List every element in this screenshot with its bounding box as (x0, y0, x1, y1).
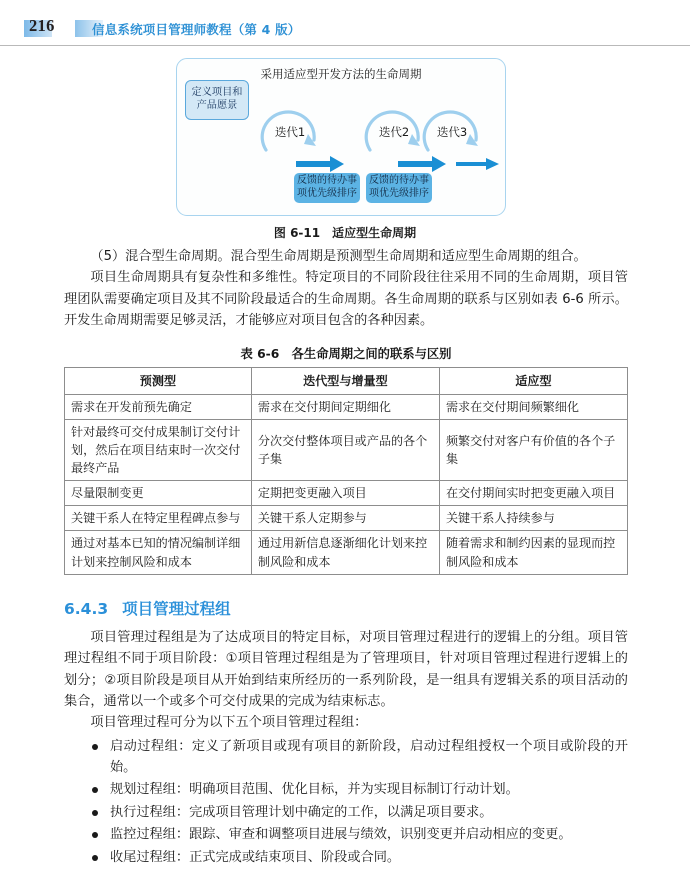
list-item (92, 802, 628, 823)
table-cell: 随着需求和制约因素的显现而控制风险和成本 (439, 531, 627, 574)
list-item-text: 启动过程组：定义了新项目或现有项目的新阶段，启动过程组授权一个项目或阶段的开始。 (110, 738, 628, 776)
list-item-text: 监控过程组：跟踪、审查和调整项目进展与绩效，识别变更并启动相应的变更。 (110, 827, 572, 843)
table-row (65, 531, 628, 574)
list-item-text: 执行过程组：完成项目管理计划中确定的工作，以满足项目要求。 (110, 804, 493, 820)
section-heading (64, 597, 628, 619)
table-header-adaptive: 适应型 (439, 367, 627, 394)
paragraph-hybrid-lifecycle: （5）混合型生命周期。混合型生命周期是预测型生命周期和适应型生命周期的组合。 (90, 249, 587, 264)
page-content (64, 246, 628, 869)
lifecycle-comparison-table (64, 367, 628, 575)
table-row (65, 419, 628, 480)
process-group-list (64, 736, 628, 868)
figure-adaptive-lifecycle (176, 58, 506, 216)
table-cell: 需求在交付期间频繁细化 (439, 394, 627, 419)
vision-box-line2: 产品愿景 (196, 100, 238, 111)
iteration-group-3 (414, 98, 490, 160)
table-cell: 尽量限制变更 (65, 481, 252, 506)
table-cell: 频繁交付对客户有价值的各个子集 (439, 419, 627, 480)
list-item-text: 收尾过程组：正式完成或结束项目、阶段或合同。 (110, 849, 401, 865)
feedback-box-2 (366, 173, 432, 203)
iteration-label-1: 迭代1 (274, 125, 306, 139)
feedback-box-1-line2: 项优先级排序 (297, 188, 357, 199)
paragraph-five-process-groups: 项目管理过程可分为以下五个项目管理过程组： (90, 715, 368, 731)
vision-box-line1: 定义项目和 (191, 87, 243, 99)
table-cell: 定期把变更融入项目 (251, 481, 439, 506)
table-cell: 通过用新信息逐渐细化计划来控制风险和成本 (251, 531, 439, 574)
iteration-group-1 (252, 98, 328, 160)
table-cell: 关键干系人定期参与 (251, 506, 439, 531)
table-header-predictive: 预测型 (65, 367, 252, 394)
table-cell: 关键干系人持续参与 (439, 506, 627, 531)
bullet-icon (92, 787, 98, 793)
vision-box (185, 80, 249, 120)
section-number: 6.4.3 (64, 599, 109, 618)
table-header-row (65, 367, 628, 394)
bullet-icon (92, 832, 98, 838)
table-cell: 关键干系人在特定里程碑点参与 (65, 506, 252, 531)
page-number: 216 (29, 16, 55, 35)
table-cell: 分次交付整体项目或产品的各个子集 (251, 419, 439, 480)
feedback-box-2-line2: 项优先级排序 (369, 188, 429, 199)
iteration-label-2: 迭代2 (378, 125, 410, 139)
list-item (92, 779, 628, 800)
table-cell: 通过对基本已知的情况编制详细计划来控制风险和成本 (65, 531, 252, 574)
bullet-icon (92, 744, 98, 750)
figure-title: 采用适应型开发方法的生命周期 (260, 67, 422, 81)
feedback-box-2-line1: 反馈的待办事 (369, 175, 429, 187)
section-title: 项目管理过程组 (122, 599, 231, 618)
list-item (92, 824, 628, 845)
flow-arrow-icon-2 (398, 155, 448, 173)
list-item (92, 847, 628, 868)
header-divider (0, 45, 690, 46)
feedback-box-1 (294, 173, 360, 203)
table-cell: 需求在开发前预先确定 (65, 394, 252, 419)
table-row (65, 506, 628, 531)
paragraph-process-group-definition: 项目管理过程组是为了达成项目的特定目标，对项目管理过程进行的逻辑上的分组。项目管理过程组不同于项目阶段：①项目管理过程组是为了管理项目，针对项目管理过程进行逻辑上的划分；②项目阶段是项目从开始到结束所经历的一系列阶段，是一组具有逻辑关系的项目活动的集合，通常以一个或多个可交付成果的完成为结束标志。 (64, 629, 628, 709)
feedback-box-1-line1: 反馈的待办事 (297, 175, 357, 187)
table-row (65, 394, 628, 419)
flow-arrow-icon-1 (296, 155, 346, 173)
figure-caption: 图 6-11 适应型生命周期 (273, 226, 417, 240)
table-cell: 在交付期间实时把变更融入项目 (439, 481, 627, 506)
table-row (65, 481, 628, 506)
list-item-text: 规划过程组：明确项目范围、优化目标，并为实现目标制订行动计划。 (110, 782, 519, 798)
page-header (0, 0, 690, 46)
list-item (92, 736, 628, 779)
book-title: 信息系统项目管理师教程（第 4 版） (92, 22, 301, 37)
table-cell: 需求在交付期间定期细化 (251, 394, 439, 419)
bullet-icon (92, 810, 98, 816)
table-header-iterative: 迭代型与增量型 (251, 367, 439, 394)
iteration-label-3: 迭代3 (436, 125, 468, 139)
paragraph-lifecycle-complexity: 项目生命周期具有复杂性和多维性。特定项目的不同阶段往往采用不同的生命周期，项目管理团队需要确定项目及其不同阶段最适合的生命周期。各生命周期的联系与区别如表 6-6 所示。开发生命周期需要足够灵活，才能够应对项目包含的各种因素。 (64, 270, 628, 329)
table-title: 表 6-6 各生命周期之间的联系与区别 (240, 346, 452, 361)
flow-arrow-icon-3 (456, 157, 500, 171)
table-cell: 针对最终可交付成果制订交付计划，然后在项目结束时一次交付最终产品 (65, 419, 252, 480)
